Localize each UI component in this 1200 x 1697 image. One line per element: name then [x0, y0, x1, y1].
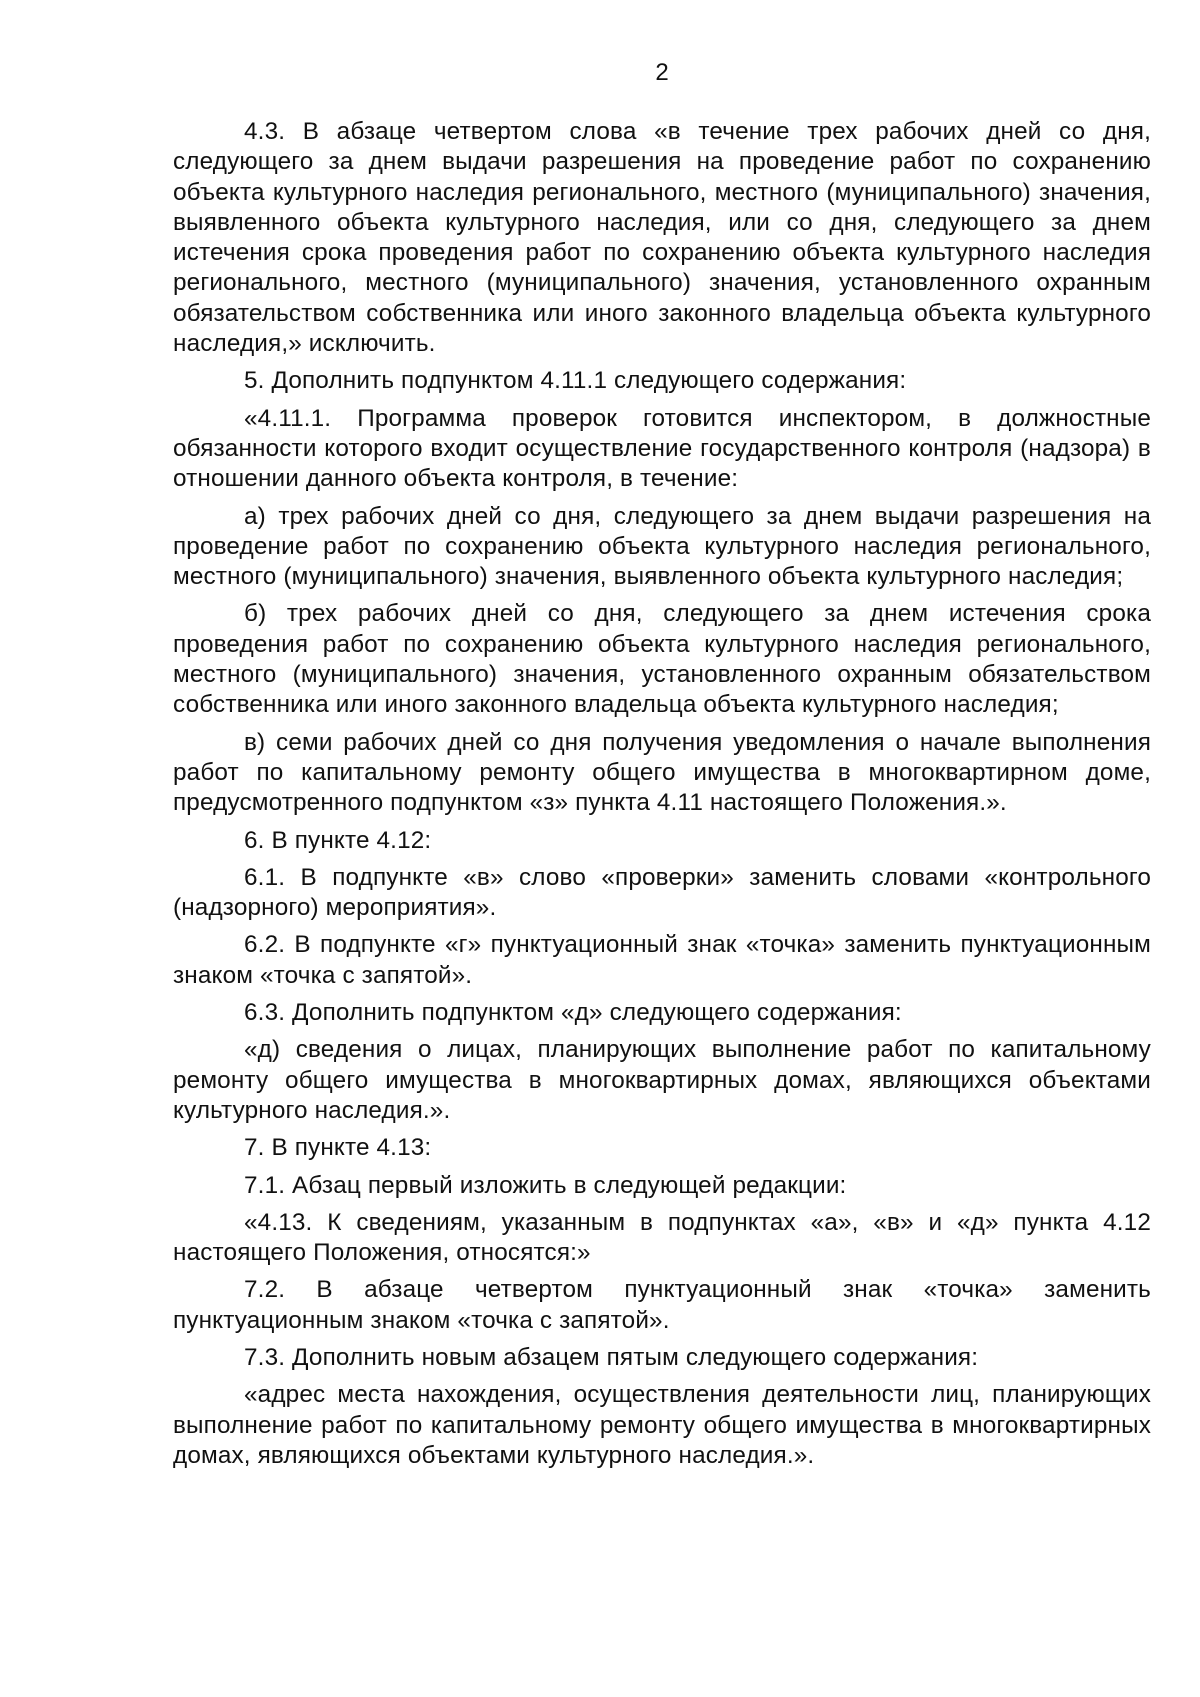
paragraph-6-1: 6.1. В подпункте «в» слово «проверки» заменить словами «контрольного (надзорного) мероприятия».: [173, 863, 1151, 922]
paragraph-7-3-text: «адрес места нахождения, осуществления деятельности лиц, планирующих выполнение работ по капитальному ремонту общего имущества в многоквартирных домах, являющихся объектами культурного наследия.».: [173, 1381, 1151, 1469]
paragraph-5: 5. Дополнить подпунктом 4.11.1 следующего содержания:: [244, 367, 907, 395]
paragraph-4-11-1-b: б) трех рабочих дней со дня, следующего за днем истечения срока проведения работ по сохранению объекта культурного наследия регионального, местного (муниципального) значения, установленного охранным обязательством собственника или иного законного владельца объекта культурного наследия;: [173, 600, 1151, 719]
page-number: 2: [655, 59, 669, 86]
paragraph-7-1: 7.1. Абзац первый изложить в следующей редакции:: [244, 1171, 847, 1199]
paragraph-4-11-1-a: а) трех рабочих дней со дня, следующего за днем выдачи разрешения на проведение работ по сохранению объекта культурного наследия регионального, местного (муниципального) значения, выявленного объекта культурного наследия;: [173, 502, 1151, 591]
paragraph-4-13: «4.13. К сведениям, указанным в подпунктах «а», «в» и «д» пункта 4.12 настоящего Положения, относятся:»: [173, 1208, 1151, 1267]
paragraph-7-3: 7.3. Дополнить новым абзацем пятым следующего содержания:: [244, 1343, 979, 1371]
paragraph-6-2: 6.2. В подпункте «г» пунктуационный знак «точка» заменить пунктуационным знаком «точка с запятой».: [173, 931, 1151, 989]
paragraph-4-3: 4.3. В абзаце четвертом слова «в течение трех рабочих дней со дня, следующего за днем выдачи разрешения на проведение работ по сохранению объекта культурного наследия регионального, местного (муниципального) значения, выявленного объекта культурного наследия, или со дня, следующего за днем истечения срока проведения работ по сохранению объекта культурного наследия регионального, местного (муниципального) значения, установленного охранным обязательством собственника или иного законного владельца объекта культурного наследия,» исключить.: [173, 118, 1151, 358]
document-body: [173, 117, 1151, 1478]
paragraph-4-11-1: «4.11.1. Программа проверок готовится инспектором, в должностные обязанности которого входит осуществление государственного контроля (надзора) в отношении данного объекта контроля, в течение:: [173, 404, 1151, 493]
paragraph-4-11-1-v: в) семи рабочих дней со дня получения уведомления о начале выполнения работ по капитальному ремонту общего имущества в многоквартирном доме, предусмотренного подпунктом «з» пункта 4.11 настоящего Положения.».: [173, 728, 1151, 817]
paragraph-6-3-d: «д) сведения о лицах, планирующих выполнение работ по капитальному ремонту общего имущества в многоквартирных домах, являющихся объектами культурного наследия.».: [173, 1036, 1151, 1124]
paragraph-6-3: 6.3. Дополнить подпунктом «д» следующего содержания:: [244, 999, 902, 1027]
paragraph-7: 7. В пункте 4.13:: [244, 1134, 432, 1162]
paragraph-7-2: 7.2. В абзаце четвертом пунктуационный знак «точка» заменить пунктуационным знаком «точка с запятой».: [173, 1276, 1151, 1334]
paragraph-6: 6. В пункте 4.12:: [244, 826, 432, 854]
